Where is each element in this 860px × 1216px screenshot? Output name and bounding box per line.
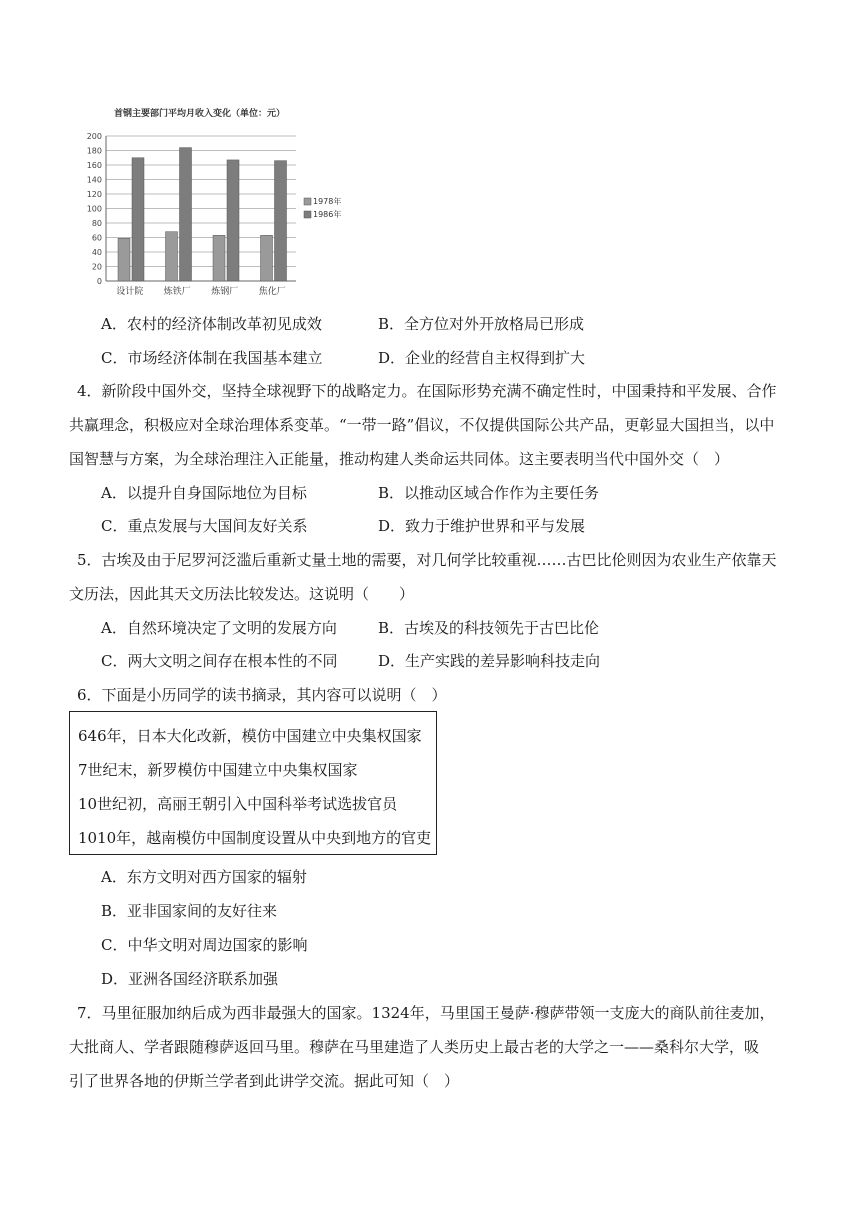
y-tick-label: 20 (91, 262, 102, 272)
y-tick-label: 60 (91, 233, 102, 243)
q5-option-c: C．两大文明之间存在根本性的不同 (101, 652, 338, 670)
q5-option-b: B．古埃及的科技领先于古巴比伦 (378, 619, 600, 637)
q4-option-a: A．以提升自身国际地位为目标 (101, 484, 307, 502)
legend-label: 1978年 (313, 197, 342, 206)
q4-option-b: B．以推动区域合作作为主要任务 (378, 484, 600, 502)
y-tick-label: 180 (86, 146, 102, 156)
bar-1978 (118, 238, 130, 281)
bar-1978 (213, 235, 225, 281)
q6-option-d: D．亚洲各国经济联系加强 (101, 970, 279, 988)
q5-stem-line-2: 文历法，因此其天文历法比较发达。这说明（ ） (69, 585, 415, 603)
bar-1986 (227, 160, 239, 281)
bar-1986 (132, 158, 144, 281)
q3-option-b: B．全方位对外开放格局已形成 (378, 315, 585, 333)
bar-1978 (261, 235, 273, 281)
x-tick-label: 焦化厂 (258, 287, 286, 297)
bar-1986 (180, 148, 192, 281)
excerpt-line-1: 646年，日本大化改新，模仿中国建立中央集权国家 (78, 727, 422, 745)
y-tick-label: 160 (86, 161, 102, 170)
chart-title: 首钢主要部门平均月收入变化（单位：元） (114, 109, 286, 119)
legend-swatch (304, 211, 311, 218)
y-tick-label: 100 (86, 204, 102, 214)
y-tick-label: 0 (96, 277, 102, 286)
excerpt-line-4: 1010年，越南模仿中国制度设置从中央到地方的官吏 (78, 829, 432, 847)
q6-option-a: A．东方文明对西方国家的辐射 (101, 868, 307, 886)
y-tick-label: 80 (91, 219, 102, 228)
y-tick-label: 40 (91, 248, 102, 257)
q4-option-c: C．重点发展与大国间友好关系 (101, 517, 308, 535)
x-tick-label: 炼铁厂 (163, 287, 191, 297)
y-tick-label: 120 (86, 190, 102, 199)
excerpt-line-2: 7世纪末，新罗模仿中国建立中央集权国家 (78, 761, 358, 779)
q4-stem-line-3: 国智慧与方案，为全球治理注入正能量，推动构建人类命运共同体。这主要表明当代中国外交（ ） (69, 450, 730, 468)
x-tick-label: 设计院 (116, 287, 144, 297)
q4-stem-line-2: 共赢理念，积极应对全球治理体系变革。“一带一路”倡议，不仅提供国际公共产品，更彰显大国担当，以中 (69, 416, 775, 434)
q4-stem-line-1: 4．新阶段中国外交，坚持全球视野下的战略定力。在国际形势充满不确定性时，中国秉持和平发展、合作 (77, 382, 777, 400)
q3-option-d: D．企业的经营自主权得到扩大 (378, 349, 586, 367)
q6-stem: 6．下面是小历同学的读书摘录，其内容可以说明（ ） (77, 686, 447, 704)
q4-option-d: D．致力于维护世界和平与发展 (378, 517, 586, 535)
q7-stem-line-1: 7．马里征服加纳后成为西非最强大的国家。1324年，马里国王曼萨·穆萨带领一支庞大的商队前往麦加， (77, 1004, 775, 1022)
q7-stem-line-2: 大批商人、学者跟随穆萨返回马里。穆萨在马里建造了人类历史上最古老的大学之一——桑科尔大学，吸 (69, 1038, 760, 1056)
bar-1986 (275, 161, 287, 281)
q3-option-c: C．市场经济体制在我国基本建立 (101, 349, 323, 367)
y-tick-label: 140 (86, 175, 102, 185)
bar-1978 (166, 232, 178, 281)
q5-stem-line-1: 5．古埃及由于尼罗河泛滥后重新丈量土地的需要，对几何学比较重视……古巴比伦则因为农业生产依靠天 (77, 551, 777, 569)
q6-option-c: C．中华文明对周边国家的影响 (101, 936, 308, 954)
legend-label: 1986年 (313, 210, 342, 219)
excerpt-line-3: 10世纪初，高丽王朝引入中国科举考试选拔官员 (78, 795, 398, 813)
q7-stem-line-3: 引了世界各地的伊斯兰学者到此讲学交流。据此可知（ ） (69, 1072, 460, 1090)
q5-option-d: D．生产实践的差异影响科技走向 (378, 652, 601, 670)
reading-excerpt-box (69, 711, 437, 855)
q5-option-a: A．自然环境决定了文明的发展方向 (101, 619, 337, 637)
legend-swatch (304, 198, 311, 205)
income-bar-chart (84, 104, 354, 304)
q6-option-b: B．亚非国家间的友好往来 (101, 902, 278, 920)
x-tick-label: 炼钢厂 (211, 287, 239, 297)
q3-option-a: A．农村的经济体制改革初见成效 (101, 315, 322, 333)
chart-canvas (84, 104, 354, 304)
y-tick-label: 200 (86, 132, 102, 141)
